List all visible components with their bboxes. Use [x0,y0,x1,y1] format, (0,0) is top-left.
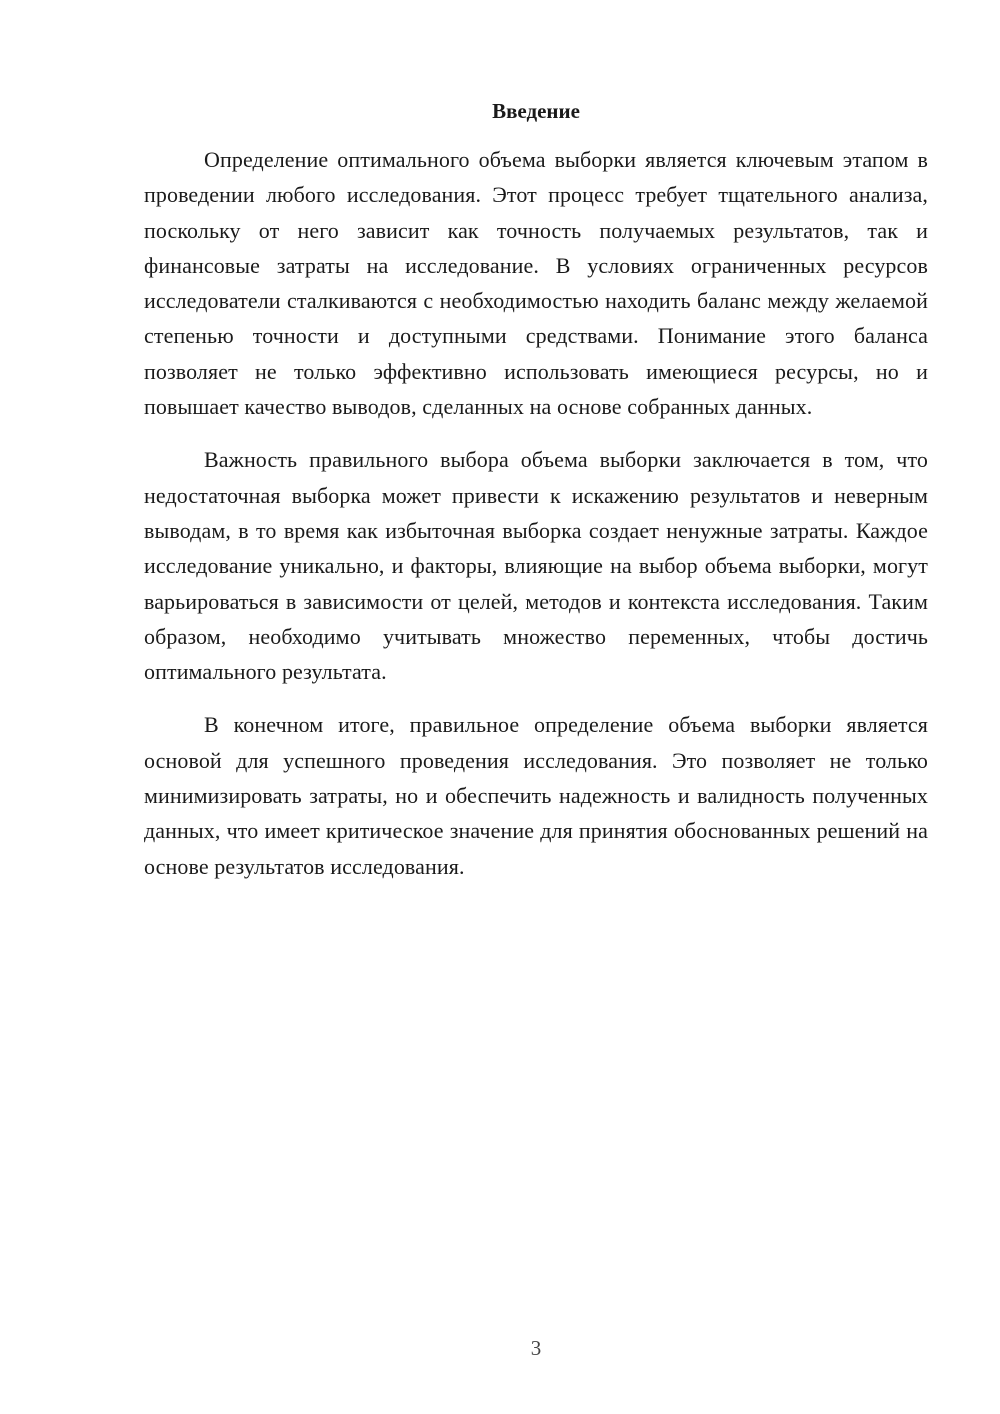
paragraph-2: Важность правильного выбора объема выборки заключается в том, что недостаточная выборка может привести к искажению результатов и неверным выводам, в то время как избыточная выборка создает ненужные затраты. Каждое исследование уникально, и факторы, влияющие на выбор объема выборки, могут варьироваться в зависимости от целей, методов и контекста исследования. Таким образом, необходимо учитывать множество переменных, чтобы достичь оптимального результата. [144,447,928,685]
paragraph-3: В конечном итоге, правильное определение объема выборки является основой для успешного проведения исследования. Это позволяет не только минимизировать затраты, но и обеспечить надежность и валидность полученных данных, что имеет критическое значение для принятия обоснованных решений на основе результатов исследования. [144,712,928,879]
document-body [144,142,928,902]
page-number: 3 [530,1336,542,1360]
page-title: Введение [492,99,580,123]
paragraph-1: Определение оптимального объема выборки является ключевым этапом в проведении любого исследования. Этот процесс требует тщательного анализа, поскольку от него зависит как точность получаемых результатов, так и финансовые затраты на исследование. В условиях ограниченных ресурсов исследователи сталкиваются с необходимостью находить баланс между желаемой степенью точности и доступными средствами. Понимание этого баланса позволяет не только эффективно использовать имеющиеся ресурсы, но и повышает качество выводов, сделанных на основе собранных данных. [144,147,928,420]
